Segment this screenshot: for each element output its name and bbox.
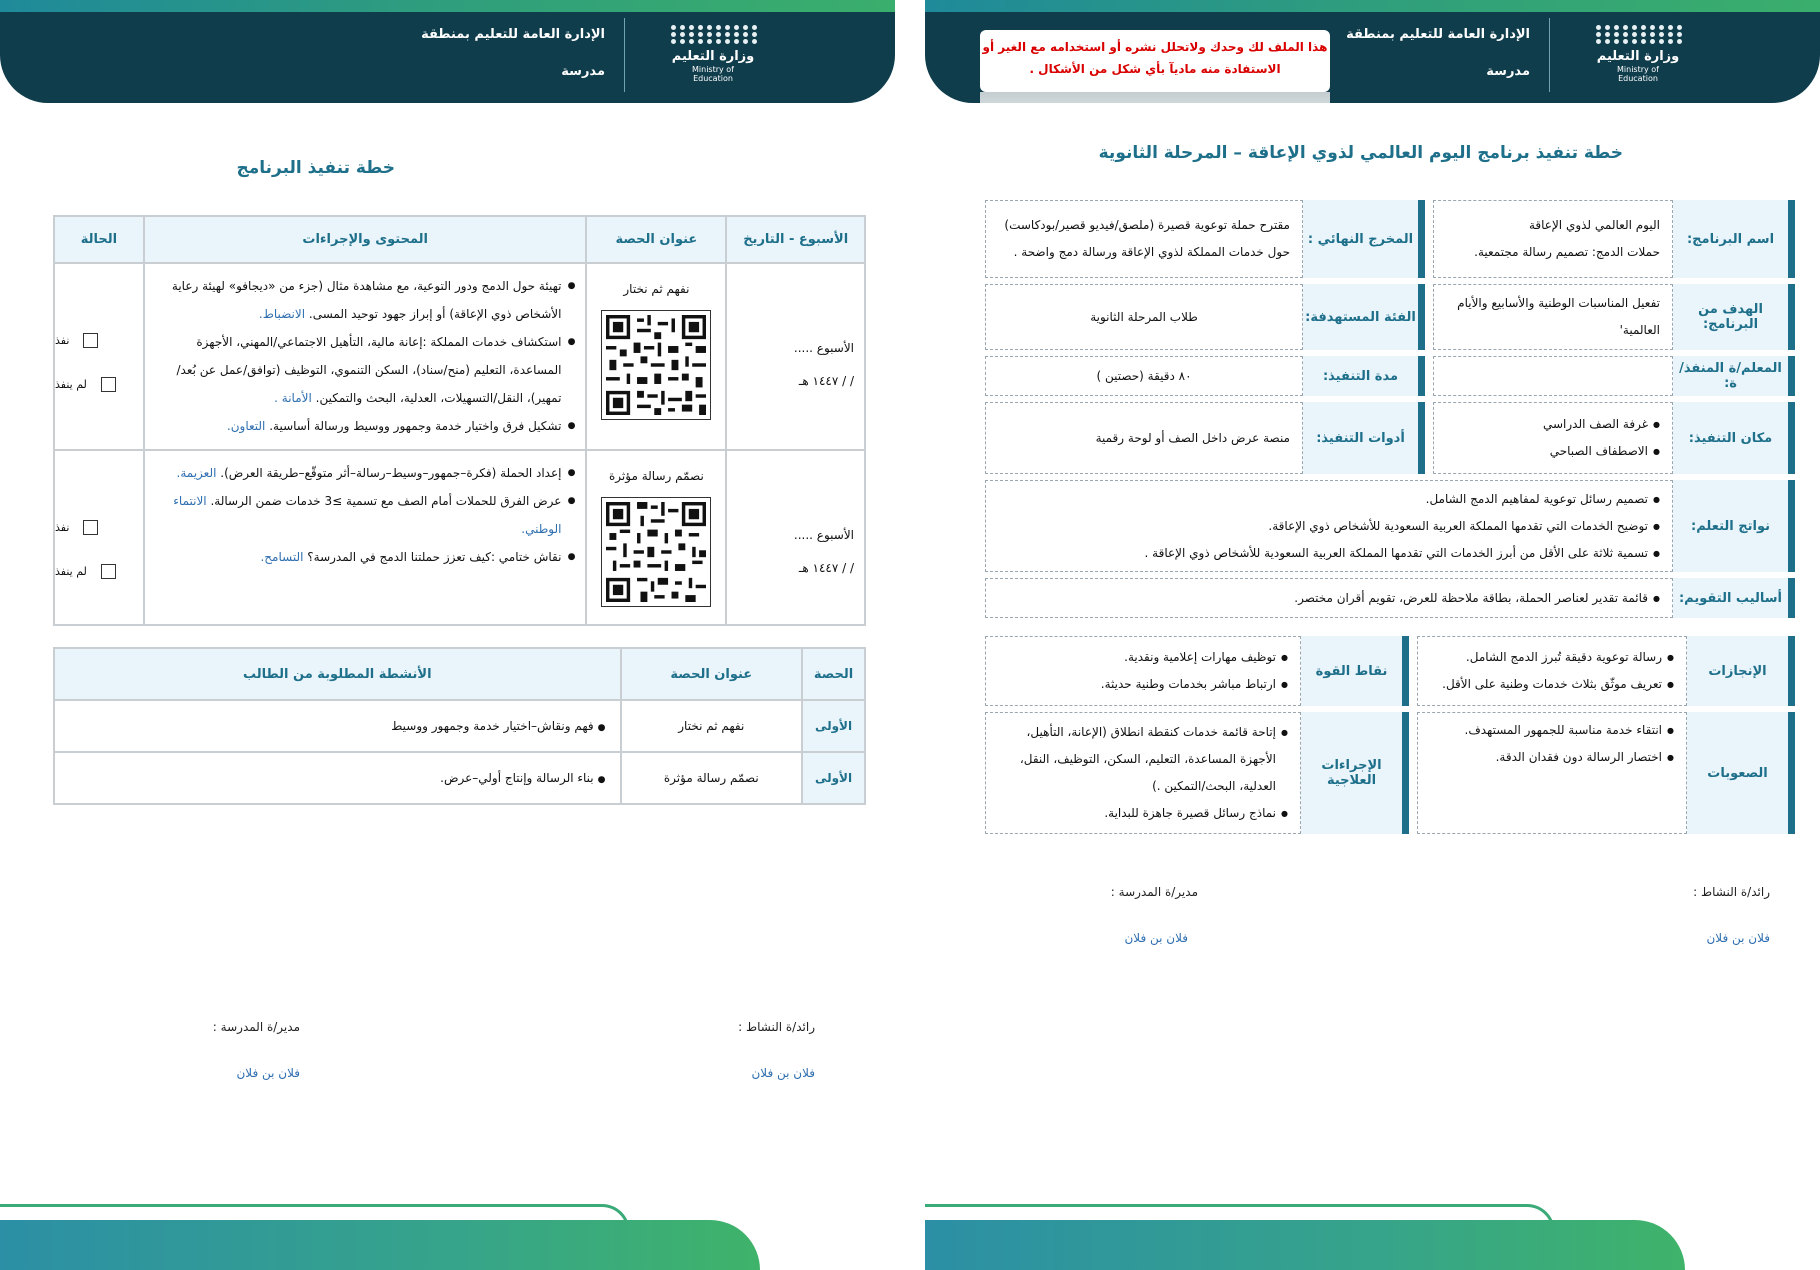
- status-done-label: نفذ: [55, 520, 70, 534]
- difficulties-value: [1417, 712, 1687, 834]
- header-week: الأسبوع - التاريخ: [726, 216, 865, 263]
- duration-label: مدة التنفيذ:: [1303, 356, 1425, 396]
- final-output-value: مقترح حملة توعوية قصيرة (ملصق/فيديو قصير/بودكاست) حول خدمات المملكة لذوي الإعاقة ورسالة دمج واضحة .: [985, 200, 1303, 278]
- header-status: الحالة: [54, 216, 144, 263]
- strengths-label: نقاط القوة: [1301, 636, 1409, 706]
- logo-dots-icon: [1596, 25, 1680, 44]
- list-item: ● غرفة الصف الدراسي: [1543, 411, 1660, 438]
- target-label: الفئة المستهدفة:: [1303, 284, 1425, 350]
- principal-signature-name: فلان بن فلان: [236, 1066, 300, 1080]
- header-session: الحصة: [802, 648, 865, 700]
- list-item: ● إعداد الحملة (فكرة–جمهور–وسيط–رسالة–أثر متوقّع–طريقة العرض). العزيمة.: [159, 459, 576, 487]
- assessment-label: أساليب التقويم:: [1673, 578, 1795, 618]
- info-row: [985, 480, 1795, 572]
- school-name: مدرسة: [561, 64, 605, 79]
- list-item: ● عرض الفرق للحملات أمام الصف مع تسمية ≥3 خدمات ضمن الرسالة. الانتماء الوطني.: [159, 487, 576, 543]
- admin-name: الإدارة العامة للتعليم بمنطقة: [421, 27, 605, 42]
- header-stripe: [0, 0, 895, 12]
- info-row: [985, 578, 1795, 618]
- list-item: ● قائمة تقدير لعناصر الحملة، بطاقة ملاحظة للعرض، تقويم أقران مختصر.: [1294, 585, 1660, 612]
- school-name: مدرسة: [1486, 64, 1530, 79]
- status-notdone-label: لم ينفذ: [55, 564, 87, 578]
- content-list: [159, 272, 576, 440]
- plan-table: [53, 215, 866, 626]
- warning-line-2: الاستفادة منه ماديآ بأي شكل من الأشكال .: [1029, 62, 1281, 76]
- value-tag: التعاون.: [226, 419, 266, 433]
- list-item: ● الاصطفاف الصباحي: [1543, 438, 1660, 465]
- logo-english-text: Ministry of Education: [692, 65, 734, 83]
- session-cell: الأولى: [802, 700, 865, 752]
- header-title: عنوان الحصة: [586, 216, 726, 263]
- value-tag: الانتماء الوطني.: [173, 494, 562, 536]
- content-list: [159, 459, 576, 571]
- session-title: نفهم ثم نختار: [623, 282, 690, 296]
- info-row: [985, 712, 1795, 834]
- footer-decoration-wave: [925, 1220, 1685, 1270]
- week-label: الأسبوع .....: [793, 528, 854, 542]
- info-row: [985, 402, 1795, 474]
- header-content: المحتوى والإجراءات: [144, 216, 587, 263]
- value-tag: الأمانة .: [274, 391, 312, 405]
- assessment-value: [985, 578, 1673, 618]
- warning-line-1: هذا الملف لك وحدك ولاتحلل نشره أو استخدامه مع الغير أو: [982, 40, 1328, 54]
- ministry-logo: [671, 25, 755, 85]
- tools-label: أدوات التنفيذ:: [1303, 402, 1425, 474]
- activity-cell: ●بناء الرسالة وإنتاج أولي–عرض.: [54, 752, 621, 804]
- logo-english-text: Ministry of Education: [1617, 65, 1659, 83]
- list-item: ● اختصار الرسالة دون فقدان الدقة.: [1465, 744, 1675, 771]
- copyright-warning: [980, 30, 1330, 92]
- target-value: طلاب المرحلة الثانوية: [985, 284, 1303, 350]
- program-info-grid: [985, 200, 1795, 840]
- title-cell: [586, 263, 726, 450]
- logo-arabic-text: وزارة التعليم: [1596, 49, 1680, 64]
- date-label: / / ١٤٤٧ هـ: [798, 561, 854, 575]
- page-header: [0, 0, 895, 103]
- title-cell: [586, 450, 726, 625]
- final-output-label: المخرج النهائي :: [1303, 200, 1425, 278]
- duration-value: ٨٠ دقيقة (حصتين ): [985, 356, 1303, 396]
- header-divider: [1549, 18, 1550, 92]
- list-item: ● توظيف مهارات إعلامية ونقدية.: [1101, 644, 1288, 671]
- value-tag: العزيمة.: [176, 466, 217, 480]
- info-row: [985, 636, 1795, 706]
- goal-label: الهدف من البرنامج:: [1673, 284, 1795, 350]
- title-cell: نفهم ثم نختار: [621, 700, 803, 752]
- teacher-value: [1433, 356, 1673, 396]
- leader-signature-name: فلان بن فلان: [1706, 931, 1770, 945]
- logo-dots-icon: [671, 25, 755, 44]
- header-divider: [624, 18, 625, 92]
- status-notdone-row: [55, 549, 143, 593]
- list-item: ● تعريف موثّق بثلاث خدمات وطنية على الأقل.: [1442, 671, 1674, 698]
- right-page: [925, 0, 1820, 1270]
- activity-cell: ●فهم ونقاش–اختيار خدمة وجمهور ووسيط: [54, 700, 621, 752]
- header-activities: الأنشطة المطلوبة من الطالب: [54, 648, 621, 700]
- achievements-value: [1417, 636, 1687, 706]
- status-notdone-label: لم ينفذ: [55, 377, 87, 391]
- bullet-icon: ●: [597, 775, 606, 785]
- place-value: [1433, 402, 1673, 474]
- leader-signature-label: رائد/ة النشاط :: [738, 1020, 815, 1034]
- table-row: [54, 752, 865, 804]
- week-cell: [726, 263, 865, 450]
- status-done-label: نفذ: [55, 333, 70, 347]
- status-cell: [54, 450, 144, 625]
- remedial-value: [985, 712, 1301, 834]
- list-item: ● إتاحة قائمة خدمات كنقطة انطلاق (الإعانة، التأهيل، الأجهزة المساعدة، التعليم، السكن، التوظيف، النقل، العدلية، البحث/التمكين .): [998, 719, 1288, 800]
- date-label: / / ١٤٤٧ هـ: [798, 374, 854, 388]
- leader-signature-label: رائد/ة النشاط :: [1693, 885, 1770, 899]
- list-item: ● توضيح الخدمات التي تقدمها المملكة العربية السعودية للأشخاص ذوي الإعاقة.: [1145, 513, 1660, 540]
- left-page: [0, 0, 900, 1270]
- principal-signature-label: مدير/ة المدرسة :: [1110, 885, 1198, 899]
- qr-code-icon[interactable]: [601, 497, 711, 607]
- table-row: [54, 700, 865, 752]
- program-name-value: اليوم العالمي لذوي الإعاقة حملات الدمج: تصميم رسالة مجتمعية.: [1433, 200, 1673, 278]
- strengths-value: [985, 636, 1301, 706]
- list-item: ● نقاش ختامي :كيف تعزز حملتنا الدمج في المدرسة؟ التسامح.: [159, 543, 576, 571]
- status-notdone-checkbox[interactable]: [101, 564, 116, 579]
- status-done-row: [55, 505, 143, 549]
- list-item: ● تسمية ثلاثة على الأقل من أبرز الخدمات التي تقدمها المملكة العربية السعودية للأشخاص ذوي الإعاقة .: [1145, 540, 1660, 567]
- list-item: ● رسالة توعوية دقيقة تُبرز الدمج الشامل.: [1442, 644, 1674, 671]
- teacher-label: المعلم/ة المنفذ/ة:: [1673, 356, 1795, 396]
- list-item: ● استكشاف خدمات المملكة :إعانة مالية، التأهيل الاجتماعي/المهني، الأجهزة المساعدة، التعليم (منح/سناد)، السكن التنموي، التوظيف (توافق/عمل عن بُعد/تمهير)، النقل/التسهيلات، العدلية، البحث والتمكين. الأمانة .: [159, 328, 576, 412]
- value-tag: الانضباط.: [258, 307, 306, 321]
- content-cell: [144, 450, 587, 625]
- bullet-icon: ●: [597, 723, 606, 733]
- list-item: ● تشكيل فرق واختيار خدمة وجمهور ووسيط ورسالة أساسية. التعاون.: [159, 412, 576, 440]
- achievements-label: الإنجازات: [1687, 636, 1795, 706]
- list-item: ● نماذج رسائل قصيرة جاهزة للبداية.: [998, 800, 1288, 827]
- page-title: خطة تنفيذ برنامج اليوم العالمي لذوي الإعاقة – المرحلة الثانوية: [1098, 143, 1623, 163]
- session-title: نصمّم رسالة مؤثرة: [609, 469, 704, 483]
- list-item: ● ارتباط مباشر بخدمات وطنية حديثة.: [1101, 671, 1288, 698]
- status-notdone-checkbox[interactable]: [101, 377, 116, 392]
- header-stripe: [925, 0, 1820, 12]
- table-row: [54, 263, 865, 450]
- info-row: [985, 200, 1795, 278]
- table-row: [54, 450, 865, 625]
- list-item: ● تهيئة حول الدمج ودور التوعية، مع مشاهدة مثال (جزء من «ديجافو» لهيئة رعاية الأشخاص ذوي الإعاقة) أو إبراز جهود توحيد المسى. الانضباط.: [159, 272, 576, 328]
- week-label: الأسبوع .....: [793, 341, 854, 355]
- footer-decoration-wave: [0, 1220, 760, 1270]
- place-label: مكان التنفيذ:: [1673, 402, 1795, 474]
- principal-signature-label: مدير/ة المدرسة :: [212, 1020, 300, 1034]
- session-cell: الأولى: [802, 752, 865, 804]
- remedial-label: الإجراءات العلاجية: [1301, 712, 1409, 834]
- principal-signature-name: فلان بن فلان: [1124, 931, 1188, 945]
- ministry-logo: [1596, 25, 1680, 85]
- status-done-row: [55, 318, 143, 362]
- admin-name: الإدارة العامة للتعليم بمنطقة: [1346, 27, 1530, 42]
- goal-value: تفعيل المناسبات الوطنية والأسابيع والأيام العالمية': [1433, 284, 1673, 350]
- page-title: خطة تنفيذ البرنامج: [236, 158, 395, 178]
- status-cell: [54, 263, 144, 450]
- info-row: [985, 284, 1795, 350]
- qr-code-icon[interactable]: [601, 310, 711, 420]
- difficulties-label: الصعوبات: [1687, 712, 1795, 834]
- logo-arabic-text: وزارة التعليم: [671, 49, 755, 64]
- content-cell: [144, 263, 587, 450]
- program-name-label: اسم البرنامج:: [1673, 200, 1795, 278]
- outcomes-label: نواتج التعلم:: [1673, 480, 1795, 572]
- info-row: [985, 356, 1795, 396]
- leader-signature-name: فلان بن فلان: [751, 1066, 815, 1080]
- value-tag: التسامح.: [260, 550, 304, 564]
- activity-table: [53, 647, 866, 805]
- title-cell: نصمّم رسالة مؤثرة: [621, 752, 803, 804]
- list-item: ● انتقاء خدمة مناسبة للجمهور المستهدف.: [1465, 717, 1675, 744]
- list-item: ● تصميم رسائل توعوية لمفاهيم الدمج الشامل.: [1145, 486, 1660, 513]
- tools-value: منصة عرض داخل الصف أو لوحة رقمية: [985, 402, 1303, 474]
- status-done-checkbox[interactable]: [83, 333, 98, 348]
- week-cell: [726, 450, 865, 625]
- page-header: [925, 0, 1820, 103]
- header-title: عنوان الحصة: [621, 648, 803, 700]
- outcomes-value: [985, 480, 1673, 572]
- status-notdone-row: [55, 362, 143, 406]
- status-done-checkbox[interactable]: [83, 520, 98, 535]
